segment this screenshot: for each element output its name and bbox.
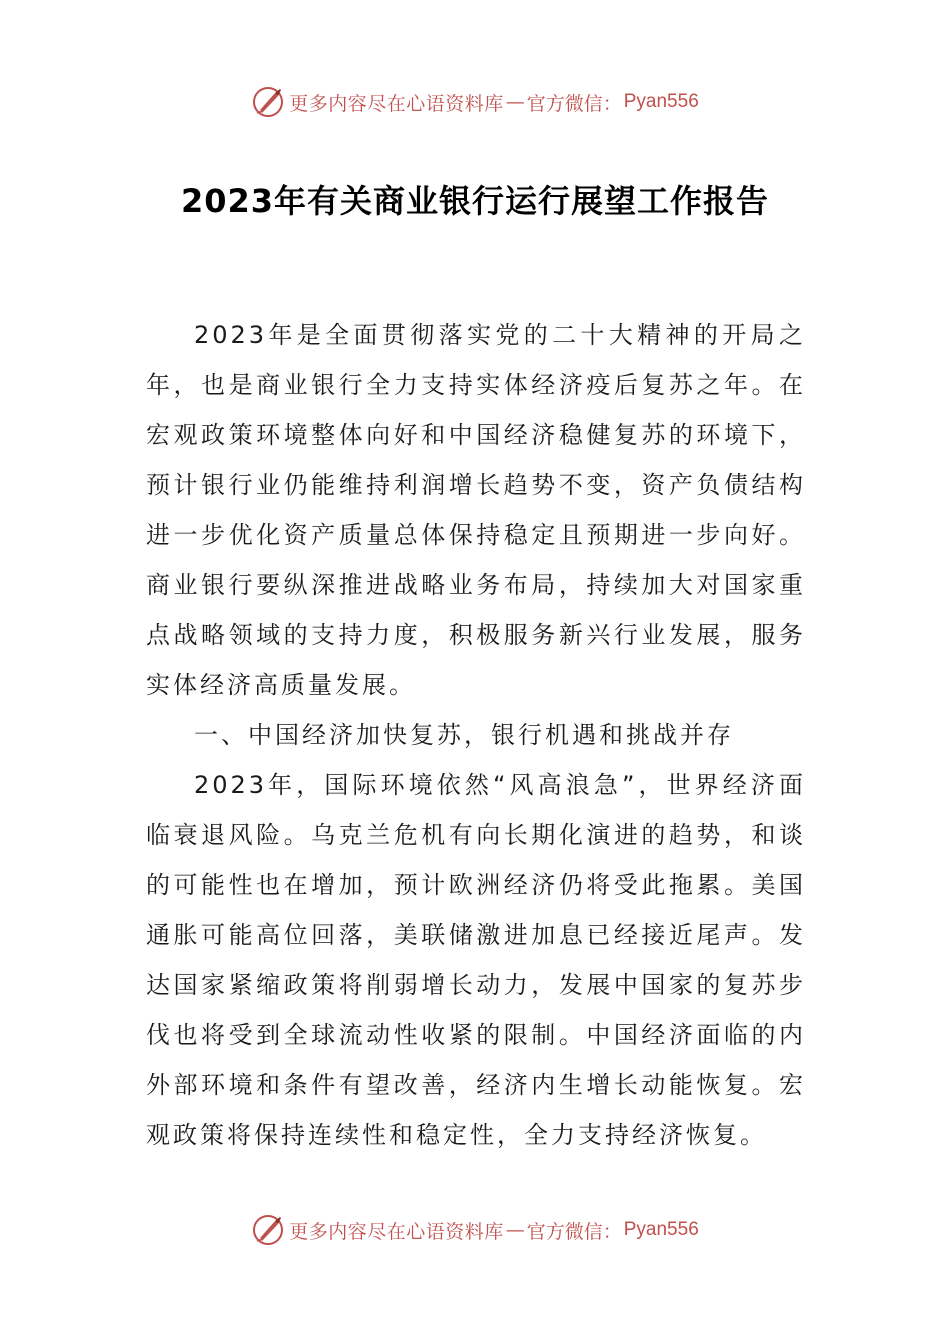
quill-pen-logo-icon	[251, 85, 285, 119]
paragraph-section-1: 2023年，国际环境依然“风高浪急”，世界经济面临衰退风险。乌克兰危机有向长期化演进的趋势，和谈的可能性也在增加，预计欧洲经济仍将受此拖累。美国通胀可能高位回落，美联储激进加息已经接近尾声。发达国家紧缩政策将削弱增长动力，发展中国家的复苏步伐也将受到全球流动性收紧的限制。中国经济面临的内外部环境和条件有望改善，经济内生增长动能恢复。宏观政策将保持连续性和稳定性，全力支持经济恢复。	[146, 771, 806, 1149]
banner-separator: —	[505, 91, 525, 113]
banner-separator: —	[505, 1219, 525, 1241]
section-heading-1: 一、中国经济加快复苏，银行机遇和挑战并存	[194, 721, 734, 749]
document-body	[146, 310, 806, 1160]
header-banner	[0, 82, 950, 122]
banner-text: 更多内容尽在心语资料库	[289, 92, 504, 115]
footer-banner	[0, 1210, 950, 1250]
banner-text: 更多内容尽在心语资料库	[289, 1220, 504, 1243]
banner-wechat-id: Pyan556	[623, 91, 699, 112]
banner-wechat-label: 官方微信：	[526, 1220, 622, 1243]
paragraph-intro: 2023年是全面贯彻落实党的二十大精神的开局之年，也是商业银行全力支持实体经济疫后复苏之年。在宏观政策环境整体向好和中国经济稳健复苏的环境下，预计银行业仍能维持利润增长趋势不变，资产负债结构进一步优化资产质量总体保持稳定且预期进一步向好。商业银行要纵深推进战略业务布局，持续加大对国家重点战略领域的支持力度，积极服务新兴行业发展，服务实体经济高质量发展。	[146, 321, 806, 699]
banner-wechat-label: 官方微信：	[526, 92, 622, 115]
document-title: 2023年有关商业银行运行展望工作报告	[180, 182, 770, 220]
quill-pen-logo-icon	[251, 1213, 285, 1247]
banner-wechat-id: Pyan556	[623, 1219, 699, 1240]
